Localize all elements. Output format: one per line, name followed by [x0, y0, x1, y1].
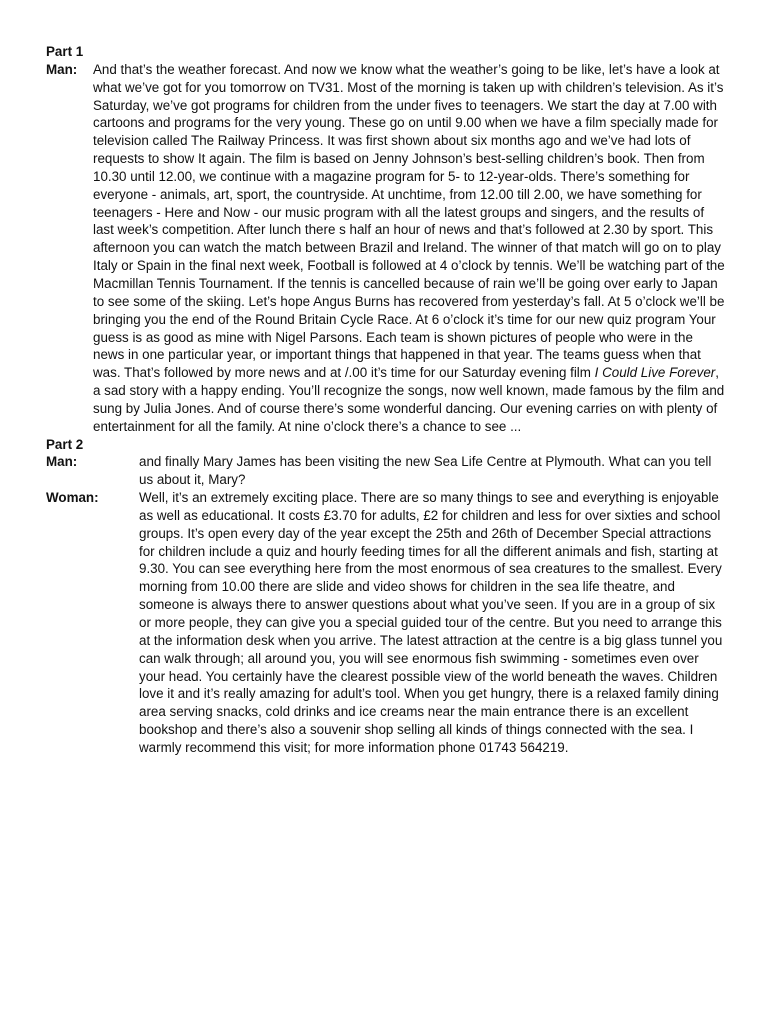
part-1-man-speech: [93, 61, 726, 436]
speech-text-after-title: , a sad story with a happy ending. You’ll recognize the songs, now well known, made famous by the film and sung by Julia Jones. And of course there’s some wonderful dancing. Our evening carries on with plenty of entertainment for all the family. At nine o’clock there’s a chance to see ...: [93, 365, 725, 434]
part-2-woman-turn: [46, 489, 726, 757]
part-1-man-turn: [46, 61, 726, 436]
part-2-woman-speech: Well, it’s an extremely exciting place. There are so many things to see and everything is enjoyable as well as educational. It costs £3.70 for adults, £2 for children and less for over sixties and school groups. It’s open every day of the year except the 25th and 26th of December Special attractions for children include a quiz and hourly feeding times for all the different animals and fish, starting at 9.30. You can see everything here from the most enormous of sea creatures to the smallest. Every morning from 10.00 there are slide and video shows for children in the sea life theatre, and someone is always there to answer questions about what you’ve seen. If you are in a group of six or more people, they can give you a special guided tour of the centre. But you need to arrange this at the information desk when you arrive. The latest attraction at the centre is a big glass tunnel you can walk through; all around you, you will see enormous fish swimming - sometimes even over your head. You certainly have the clearest possible view of the world beneath the waves. Children love it and it’s really amazing for adult’s tool. When you get hungry, there is a relaxed family dining area serving snacks, cold drinks and ice creams near the main entrance there is an excellent bookshop and there’s also a souvenir shop selling all kinds of things connected with the sea. I warmly recommend this visit; for more information phone 01743 564219.: [139, 490, 723, 755]
part-1-section: [46, 43, 726, 436]
transcript-page: [46, 43, 726, 757]
film-title: I Could Live Forever: [594, 365, 716, 381]
part-2-man-speech: and finally Mary James has been visiting the new Sea Life Centre at Plymouth. What can you tell us about it, Mary?: [139, 454, 712, 488]
part-2-heading: Part 2: [46, 436, 84, 452]
part-2-man-turn: [46, 453, 726, 489]
part-1-heading: Part 1: [46, 44, 84, 59]
part-2-speaker-woman: Woman:: [46, 490, 99, 506]
speech-text-before-title: And that’s the weather forecast. And now we know what the weather’s going to be like, let’s have a look at what we’ve got for you tomorrow on TV31. Most of the morning is taken up with children’s television. As it’s Saturday, we’ve got programs for children from the under fives to teenagers. We start the day at 7.00 with cartoons and programs for the very young. These go on until 9.00 when we have a film specially made for television called The Railway Princess. It was first shown about six months ago and we’ve had lots of requests to show It again. The film is based on Jenny Johnson’s best-selling children’s book. Then from 10.30 until 12.00, we continue with a magazine program for 5- to 12-year-olds. There’s something for everyone - animals, art, sport, the countryside. At unchtime, from 12.00 till 2.00, we have something for teenagers - Here and Now - our music program with all the latest groups and singers, and the results of last week’s competition. After lunch there s half an hour of news and that’s followed at 2.30 by sport. This afternoon you can watch the match between Brazil and Ireland. The winner of that match will go on to play Italy or Spain in the final next week, Football is followed at 4 o’clock by tennis. We’ll be watching part of the Macmillan Tennis Tournament. If the tennis is cancelled because of rain we’ll be going over early to Japan to see some of the skiing. Let’s hope Angus Burns has recovered from yesterday’s fall. At 5 o’clock we’ll be bringing you the end of the Round Britain Cycle Race. At 6 o’clock it’s time for our new quiz program Your guess is as good as mine with Nigel Parsons. Each team is shown pictures of people who were in the news in one particular year, or important things that happened in that year. The teams guess when that was. That’s followed by more news and at /.00 it’s time for our Saturday evening film: [93, 61, 725, 381]
part-2-speaker-man: Man:: [46, 454, 78, 470]
part-1-speaker-man: Man:: [46, 61, 78, 77]
part-2-section: [46, 436, 726, 757]
